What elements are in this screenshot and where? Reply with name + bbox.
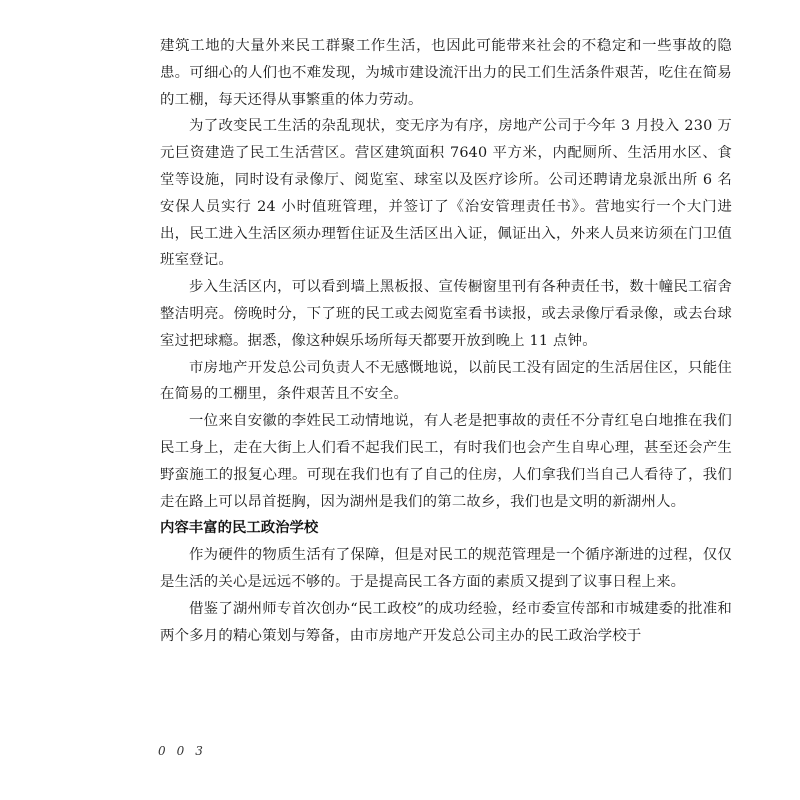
text-body [160,33,732,649]
paragraph-3: 步入生活区内，可以看到墙上黑板报、宣传橱窗里刊有各种责任书，数十幢民工宿舍整洁明亮。傍晚时分，下了班的民工或去阅览室看书读报，或去录像厅看录像，或去台球室过把球瘾。据悉，像这种娱乐场所每天都要开放到晚上 11 点钟。 [160,279,732,349]
section-paragraph-2: 借鉴了湖州师专首次创办“民工政校”的成功经验，经市委宣传部和市城建委的批准和两个多月的精心策划与筹备，由市房地产开发总公司主办的民工政治学校于 [160,600,732,644]
paragraph-5: 一位来自安徽的李姓民工动情地说，有人老是把事故的责任不分青红皂白地推在我们民工身上，走在大街上人们看不起我们民工，有时我们也会产生自卑心理，甚至还会产生野蛮施工的报复心理。可现在我们也有了自己的住房，人们拿我们当自己人看待了，我们走在路上可以昂首挺胸，因为湖州是我们的第二故乡，我们也是文明的新湖州人。 [160,413,732,510]
page-number: 003 [158,744,214,758]
section-heading: 内容丰富的民工政治学校 [160,520,319,537]
paragraph-2: 为了改变民工生活的杂乱现状，变无序为有序，房地产公司于今年 3 月投入 230 万元巨资建造了民工生活营区。营区建筑面积 7640 平方米，内配厕所、生活用水区、食堂等设施，同时设有录像厅、阅览室、球室以及医疗诊所。公司还聘请龙泉派出所 6 名安保人员实行 24 小时值班管理，并签订了《治安管理责任书》。营地实行一个大门进出，民工进入生活区须办理暂住证及生活区出入证，佩证出入，外来人员来访须在门卫值班室登记。 [160,118,732,269]
section-paragraph-1: 作为硬件的物质生活有了保障，但是对民工的规范管理是一个循序渐进的过程，仅仅是生活的关心是远远不够的。于是提高民工各方面的素质又提到了议事日程上来。 [160,547,732,590]
paragraph-1: 建筑工地的大量外来民工群聚工作生活，也因此可能带来社会的不稳定和一些事故的隐患。可细心的人们也不难发现，为城市建设流汗出力的民工们生活条件艰苦，吃住在简易的工棚，每天还得从事繁重的体力劳动。 [160,38,732,108]
paragraph-4: 市房地产开发总公司负责人不无感慨地说，以前民工没有固定的生活居住区，只能住在简易的工棚里，条件艰苦且不安全。 [160,359,732,403]
